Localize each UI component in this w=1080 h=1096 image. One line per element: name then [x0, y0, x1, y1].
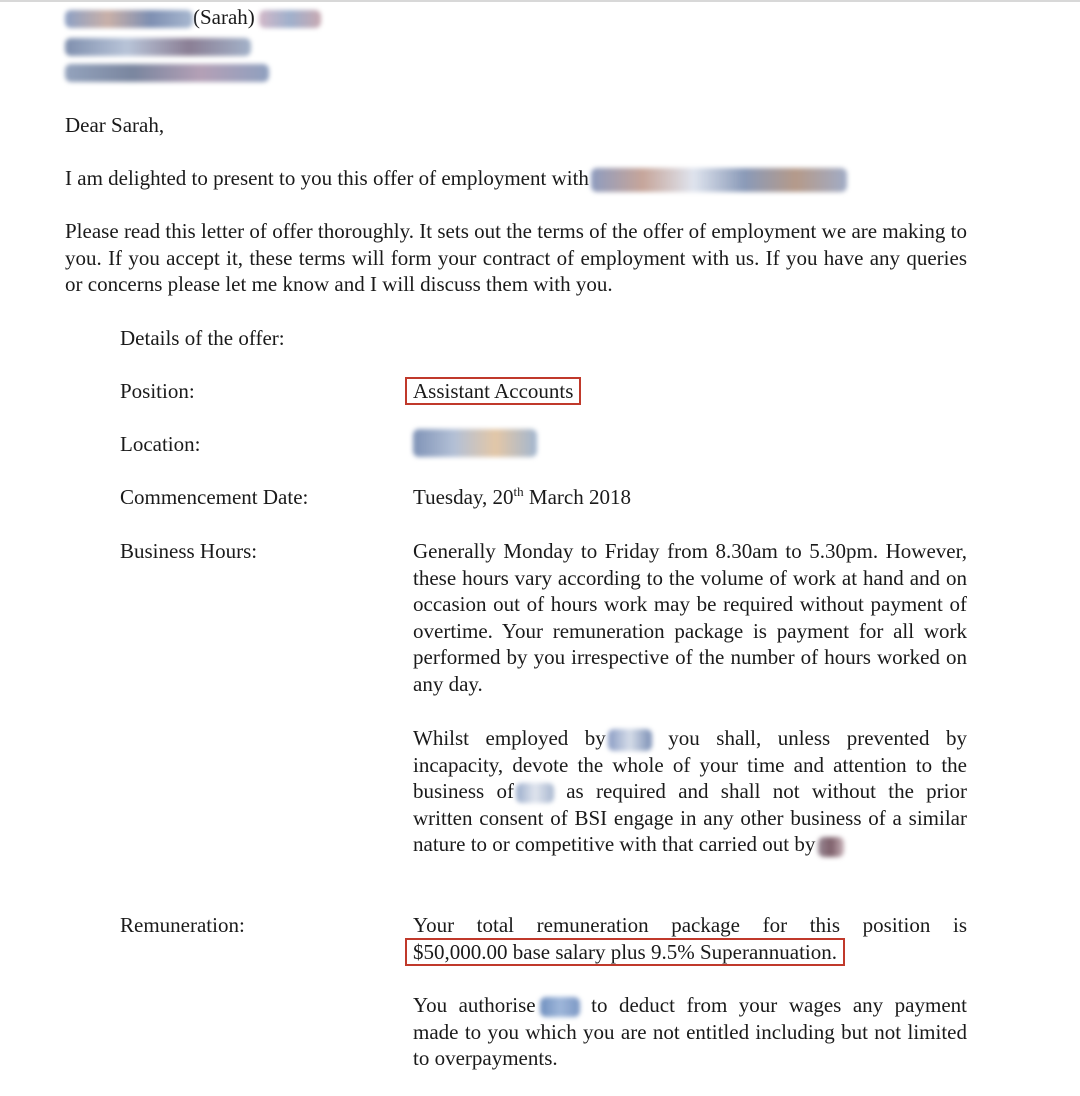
remuneration-paragraph-2: You authorise to deduct from your wages any payment made to you which you are not entitled including but not limited to overpayments.: [413, 993, 967, 1071]
details-heading: Details of the offer:: [120, 326, 285, 350]
redacted-name: [65, 10, 193, 28]
address-line-1: (Sarah): [65, 4, 321, 31]
location-value: [413, 428, 967, 457]
business-hours-paragraph-2: Whilst employed by you shall, unless prevented by incapacity, devote the whole of your time and attention to the business of as required and shall not without the prior written consent of BSI engage in any other business of a similar nature to or competitive with that carried out by: [413, 726, 968, 857]
position-label: Position:: [120, 379, 195, 403]
location-label: Location:: [120, 432, 201, 456]
position-value-row: [413, 378, 967, 405]
redacted-surname: [259, 10, 321, 28]
redacted-city: [65, 64, 269, 82]
redacted-employer-2: [516, 783, 554, 803]
salary-highlight: $50,000.00 base salary plus 9.5% Superannuation.: [407, 940, 843, 964]
commencement-value: Tuesday, 20th March 2018: [413, 484, 631, 509]
redacted-street: [65, 38, 251, 56]
address-line-2: [65, 32, 251, 59]
address-line-3: [65, 58, 269, 85]
remuneration-label: Remuneration:: [120, 913, 245, 937]
position-value: Assistant Accounts: [407, 379, 579, 403]
instructions-paragraph: Please read this letter of offer thoroughly. It sets out the terms of the offer of employment we are making to you. If you accept it, these terms will form your contract of employment with us. If you have any queries or concerns please let me know and I will discuss them with you.: [65, 219, 967, 297]
business-hours-paragraph-1: Generally Monday to Friday from 8.30am to 5.30pm. However, these hours vary according to the volume of work at hand and on occasion out of hours work may be required without payment of overtime. Your remuneration package is payment for all work performed by you irrespective of the number of hours worked on any day.: [413, 539, 967, 696]
redacted-company: [591, 168, 847, 192]
remuneration-paragraph-1: Your total remuneration package for this position is $50,000.00 base salary plus 9.5% Superannuation.: [413, 912, 967, 965]
salutation: Dear Sarah,: [65, 113, 165, 137]
commencement-label: Commencement Date:: [120, 485, 309, 509]
redacted-employer-4: [540, 997, 580, 1017]
top-border: [0, 0, 1080, 2]
redacted-employer-1: [608, 729, 652, 751]
redacted-employer-3: [818, 837, 844, 857]
intro-paragraph: I am delighted to present to you this offer of employment with: [65, 165, 967, 192]
business-hours-label: Business Hours:: [120, 539, 258, 563]
redacted-location: [413, 429, 537, 457]
